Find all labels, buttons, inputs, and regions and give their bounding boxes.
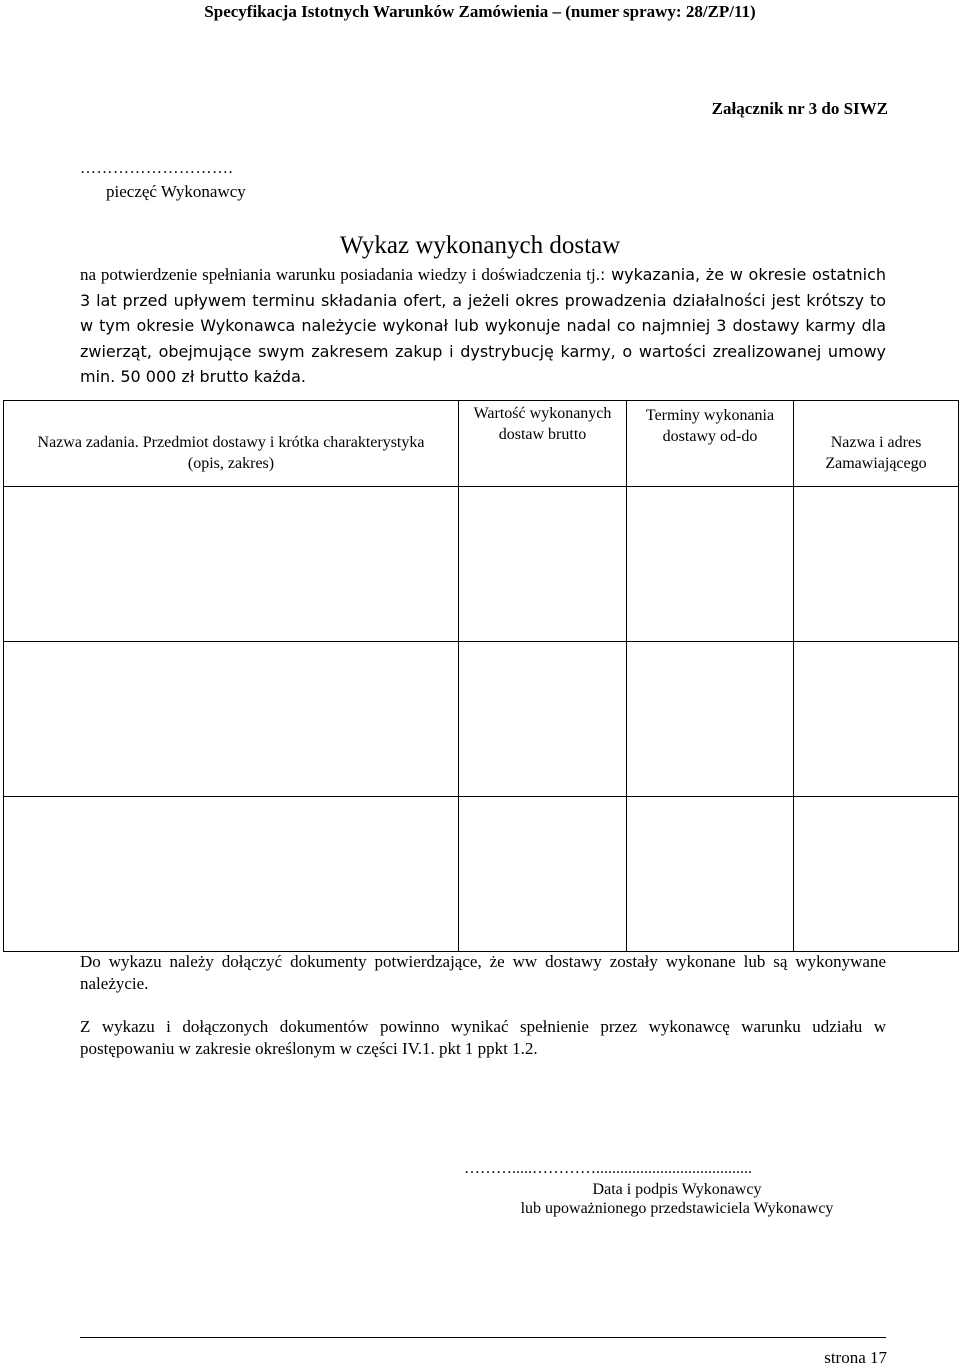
table-row — [4, 487, 959, 642]
table-cell[interactable] — [4, 642, 459, 797]
column-header-value-line1: Wartość wykonanych — [473, 405, 612, 422]
footer-divider — [80, 1337, 886, 1338]
table-header-row — [4, 401, 959, 487]
table-row — [4, 642, 959, 797]
page-title: Wykaz wykonanych dostaw — [339, 232, 621, 259]
signature-sublabel: lub upoważnionego przedstawiciela Wykonawcy — [520, 1200, 834, 1217]
table-cell[interactable] — [627, 797, 794, 952]
table-cell[interactable] — [459, 797, 627, 952]
note-documents: Do wykazu należy dołączyć dokumenty potwierdzające, że ww dostawy zostały wykonane lub są wykonywane należycie. — [80, 952, 886, 993]
intro-lead: na potwierdzenie spełniania warunku posiadania wiedzy i doświadczenia tj. — [80, 265, 600, 284]
column-header-client-line2: Zamawiającego — [825, 454, 927, 472]
column-header-dates — [627, 401, 794, 487]
stamp-label: pieczęć Wykonawcy — [106, 182, 246, 201]
intro-paragraph — [80, 262, 886, 390]
column-header-task-line1: Nazwa zadania. Przedmiot dostawy i krótka charakterystyka — [37, 433, 425, 451]
document-header: Specyfikacja Istotnych Warunków Zamówienia – (numer sprawy: 28/ZP/11) — [204, 2, 756, 21]
table-cell[interactable] — [794, 487, 959, 642]
column-header-task — [4, 401, 459, 487]
note-requirement: Z wykazu i dołączonych dokumentów powinno wynikać spełnienie przez wykonawcę warunku udziału w postępowaniu w zakresie określonym w części IV.1. pkt 1 ppkt 1.2. — [80, 1017, 886, 1058]
table-cell[interactable] — [4, 797, 459, 952]
column-header-task-line2: (opis, zakres) — [187, 454, 275, 472]
table-cell[interactable] — [794, 797, 959, 952]
column-header-dates-line1: Terminy wykonania — [645, 407, 775, 424]
signature-dotted-line: ……….....…………....................................... — [464, 1160, 752, 1177]
table-cell[interactable] — [627, 642, 794, 797]
stamp-dotted-line: ………………………. — [80, 160, 233, 177]
table-cell[interactable] — [794, 642, 959, 797]
intro-rest: : wykazania, że w okresie ostatnich 3 lat przed upływem terminu składania ofert, a jeżeli okres prowadzenia działalności jest krótszy to w tym okresie Wykonawca należycie wykonał lub wykonuje nadal co najmniej 3 dostawy karmy dla zwierząt, obejmujące swym zakresem zakup i dystrybucję karmy, o wartości zrealizowanej umowy min. 50 000 zł brutto każda. — [80, 265, 887, 386]
column-header-client-line1: Nazwa i adres — [830, 433, 922, 451]
column-header-value — [459, 401, 627, 487]
signature-label: Data i podpis Wykonawcy — [592, 1181, 762, 1198]
table-cell[interactable] — [627, 487, 794, 642]
page-number: strona 17 — [824, 1348, 887, 1367]
table-row — [4, 797, 959, 952]
column-header-value-line2: dostaw brutto — [498, 426, 587, 443]
table-cell[interactable] — [4, 487, 459, 642]
deliveries-table — [3, 400, 959, 952]
column-header-client — [794, 401, 959, 487]
annex-label: Załącznik nr 3 do SIWZ — [711, 99, 888, 118]
column-header-dates-line2: dostawy od-do — [662, 428, 758, 445]
table-cell[interactable] — [459, 642, 627, 797]
table-cell[interactable] — [459, 487, 627, 642]
